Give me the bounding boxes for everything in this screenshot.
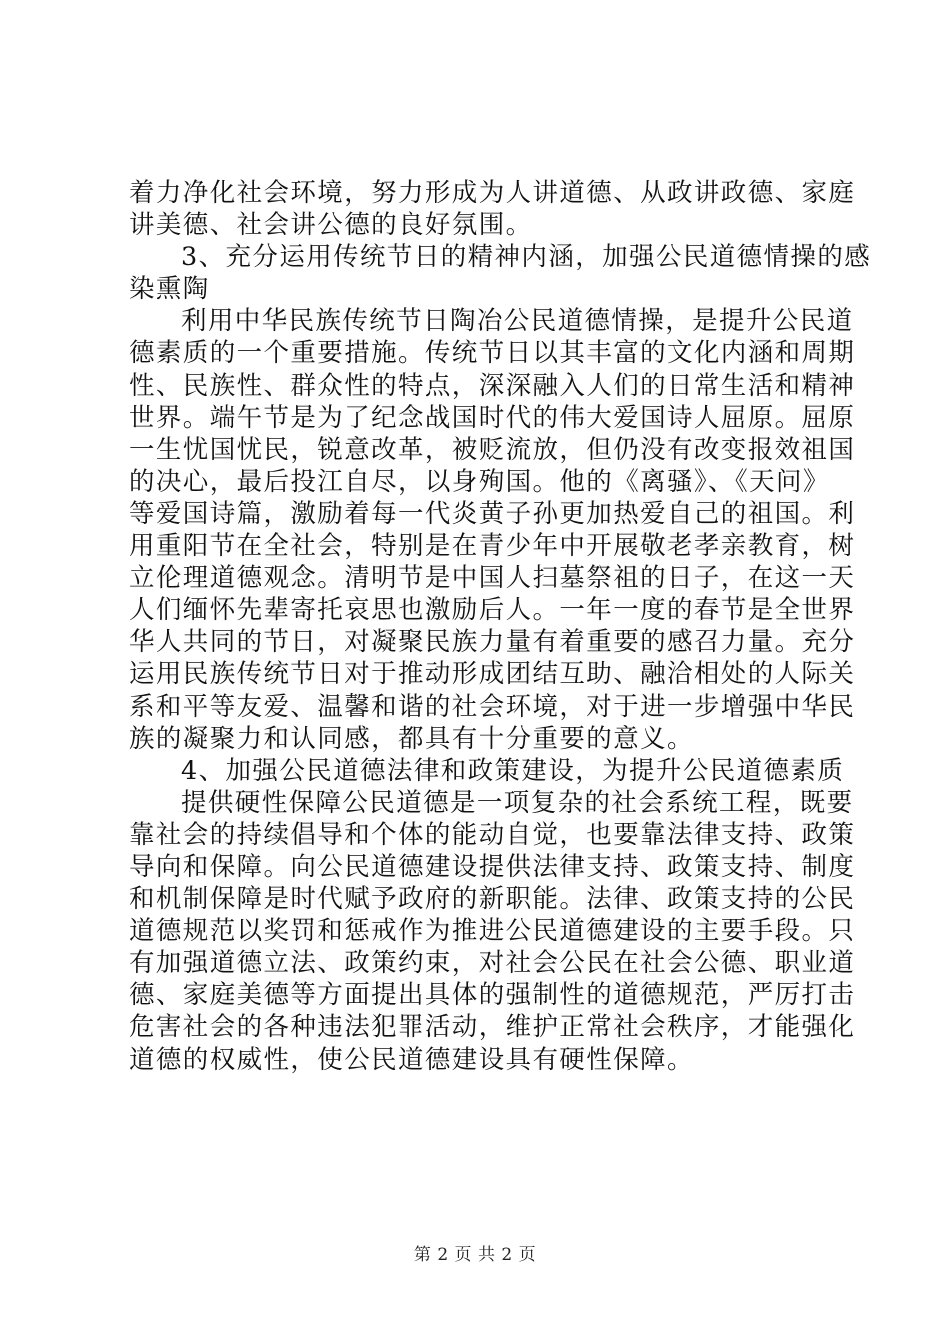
text-line: 用重阳节在全社会，特别是在青少年中开展敬老孝亲教育，树 — [129, 531, 856, 562]
document-body — [129, 177, 872, 1076]
text-line: 运用民族传统节日对于推动形成团结互助、融洽相处的人际关 — [129, 659, 856, 690]
text-line: 靠社会的持续倡导和个体的能动自觉，也要靠法律支持、政策 — [129, 819, 856, 850]
text-line: 性、民族性、群众性的特点，深深融入人们的日常生活和精神 — [129, 370, 856, 401]
text-line: 导向和保障。向公民道德建设提供法律支持、政策支持、制度 — [129, 851, 856, 882]
text-line: 危害社会的各种违法犯罪活动，维护正常社会秩序，才能强化 — [129, 1012, 856, 1043]
page-footer: 第 2 页 共 2 页 — [413, 1245, 537, 1265]
text-line: 着力净化社会环境，努力形成为人讲道德、从政讲政德、家庭 — [129, 178, 856, 208]
text-line: 3、充分运用传统节日的精神内涵，加强公民道德情操的感 — [181, 242, 872, 273]
text-line: 的决心，最后投江自尽，以身殉国。他的《离骚》、《天问》 — [129, 466, 830, 497]
text-line: 等爱国诗篇，激励着每一代炎黄子孙更加热爱自己的祖国。利 — [129, 498, 856, 529]
text-line: 系和平等友爱、温馨和谐的社会环境，对于进一步增强中华民 — [129, 691, 856, 722]
text-line: 道德规范以奖罚和惩戒作为推进公民道德建设的主要手段。只 — [129, 916, 856, 947]
text-line: 立伦理道德观念。清明节是中国人扫墓祭祖的日子，在这一天 — [129, 563, 856, 594]
text-line: 提供硬性保障公民道德是一项复杂的社会系统工程，既要 — [181, 787, 854, 818]
text-line: 道德的权威性，使公民道德建设具有硬性保障。 — [129, 1044, 694, 1075]
text-line: 德、家庭美德等方面提出具体的强制性的道德规范，严厉打击 — [129, 980, 856, 1011]
text-line: 人们缅怀先辈寄托哀思也激励后人。一年一度的春节是全世界 — [129, 595, 856, 626]
text-line: 利用中华民族传统节日陶冶公民道德情操，是提升公民道 — [181, 306, 854, 337]
text-line: 一生忧国忧民，锐意改革，被贬流放，但仍没有改变报效祖国 — [129, 434, 856, 465]
text-line: 4、加强公民道德法律和政策建设，为提升公民道德素质 — [181, 755, 845, 786]
text-line: 华人共同的节日，对凝聚民族力量有着重要的感召力量。充分 — [129, 627, 856, 658]
text-line: 世界。端午节是为了纪念战国时代的伟大爱国诗人屈原。屈原 — [129, 402, 856, 433]
text-line: 德素质的一个重要措施。传统节日以其丰富的文化内涵和周期 — [129, 338, 856, 369]
text-line: 族的凝聚力和认同感，都具有十分重要的意义。 — [129, 723, 694, 754]
text-line: 有加强道德立法、政策约束，对社会公民在社会公德、职业道 — [129, 948, 856, 979]
text-line: 染熏陶 — [129, 274, 210, 305]
text-line: 讲美德、社会讲公德的良好氛围。 — [129, 210, 533, 241]
text-line: 和机制保障是时代赋予政府的新职能。法律、政策支持的公民 — [129, 884, 856, 915]
